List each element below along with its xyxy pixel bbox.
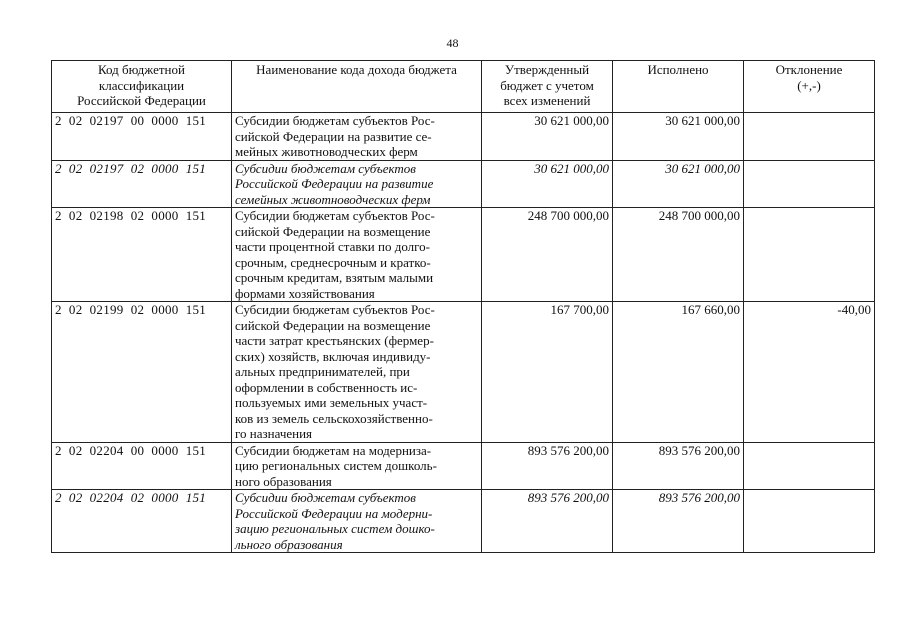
row-name-cell: Субсидии бюджетам субъектов Рос- сийской Федерации на возмещение части процентной ставки по долго- срочным, среднесрочным и кратко- срочным кредитам, взятым малыми формами хозяйствования: [232, 208, 482, 302]
header-executed: Исполнено: [613, 61, 744, 113]
table-row: [52, 160, 875, 208]
table-header-row: [52, 61, 875, 113]
row-code-cell: 2 02 02204 00 0000 151: [52, 442, 232, 490]
row-approved-cell: 893 576 200,00: [482, 442, 613, 490]
row-name-cell: Субсидии бюджетам субъектов Рос- сийской Федерации на развитие се- мейных животноводческих ферм: [232, 113, 482, 161]
row-executed-cell: 893 576 200,00: [613, 442, 744, 490]
row-name-cell: Субсидии бюджетам субъектов Российской Федерации на модерни- зацию региональных систем дошко- льного образования: [232, 490, 482, 553]
row-executed-cell: 893 576 200,00: [613, 490, 744, 553]
table-row: [52, 113, 875, 161]
table-row: [52, 442, 875, 490]
header-name: Наименование кода дохода бюджета: [232, 61, 482, 113]
budget-revenue-table: [51, 60, 875, 553]
table-row: [52, 490, 875, 553]
row-approved-cell: 30 621 000,00: [482, 160, 613, 208]
row-approved-cell: 893 576 200,00: [482, 490, 613, 553]
row-code-cell: 2 02 02199 02 0000 151: [52, 302, 232, 443]
row-name-cell: Субсидии бюджетам субъектов Рос- сийской Федерации на возмещение части затрат крестьянских (фермер- ских) хозяйств, включая индивиду- альных предпринимателей, при оформлении в собственность ис- пользуемых ими земельных участ- ков из земель сельскохозяйственно- го назначения: [232, 302, 482, 443]
row-executed-cell: 30 621 000,00: [613, 113, 744, 161]
row-code-cell: 2 02 02197 00 0000 151: [52, 113, 232, 161]
header-approved: Утвержденный бюджет с учетом всех изменений: [482, 61, 613, 113]
row-deviation-cell: [744, 442, 875, 490]
row-approved-cell: 30 621 000,00: [482, 113, 613, 161]
header-deviation: Отклонение (+,-): [744, 61, 875, 113]
header-code: Код бюджетной классификации Российской Федерации: [52, 61, 232, 113]
row-executed-cell: 167 660,00: [613, 302, 744, 443]
row-executed-cell: 30 621 000,00: [613, 160, 744, 208]
row-deviation-cell: [744, 160, 875, 208]
row-approved-cell: 167 700,00: [482, 302, 613, 443]
table-row: [52, 302, 875, 443]
row-approved-cell: 248 700 000,00: [482, 208, 613, 302]
page-number: 48: [446, 36, 459, 50]
row-deviation-cell: [744, 113, 875, 161]
row-name-cell: Субсидии бюджетам субъектов Российской Федерации на развитие семейных животноводческих ферм: [232, 160, 482, 208]
row-deviation-cell: -40,00: [744, 302, 875, 443]
row-code-cell: 2 02 02197 02 0000 151: [52, 160, 232, 208]
table-row: [52, 208, 875, 302]
row-code-cell: 2 02 02204 02 0000 151: [52, 490, 232, 553]
row-executed-cell: 248 700 000,00: [613, 208, 744, 302]
row-deviation-cell: [744, 208, 875, 302]
row-deviation-cell: [744, 490, 875, 553]
row-name-cell: Субсидии бюджетам на модерниза- цию региональных систем дошколь- ного образования: [232, 442, 482, 490]
row-code-cell: 2 02 02198 02 0000 151: [52, 208, 232, 302]
